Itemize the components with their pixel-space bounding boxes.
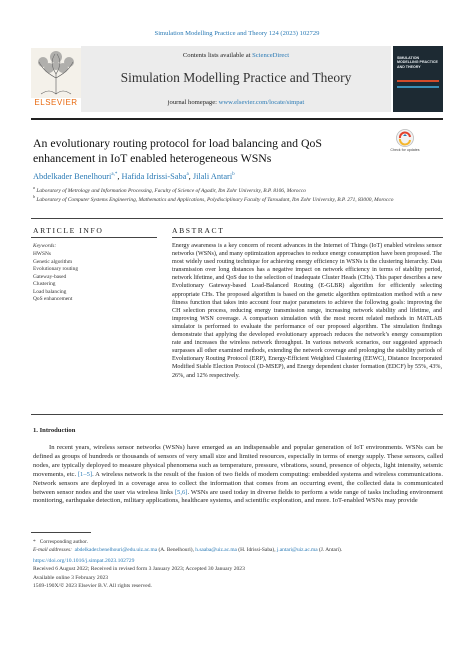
journal-cover-thumbnail[interactable] <box>393 46 443 112</box>
author-marks: a,* <box>111 172 118 178</box>
keyword-item: Load balancing <box>33 288 67 295</box>
corresponding-note <box>33 538 443 554</box>
affiliation-mark: b <box>33 194 35 199</box>
affiliation-text: Laboratory of Computer Systems Engineering, Mathematics and Applications, Polydisciplinary Faculty of Taroudant, Ibn Zohr University, B.P. 271, 83000, Morocco <box>36 196 394 203</box>
received-dates: Received 6 August 2022; Received in revised form 3 January 2023; Accepted 30 January 2023 <box>33 566 245 573</box>
intro-text-segment: . WSNs are used today in diverse fields to perform a wide range of tasks including environment monitoring, earthquake detection, military applications, healthcare systems, and scientific exploration, and more. IoT-enabled WSNs may provide <box>33 488 443 505</box>
asterisk-mark: * <box>33 539 40 545</box>
journal-header-box <box>81 46 391 112</box>
abstract-rule <box>172 237 443 238</box>
contents-prefix: Contents lists available at <box>182 52 253 59</box>
keyword-item: Evolutionary routing <box>33 266 79 272</box>
elsevier-logo[interactable] <box>31 48 81 110</box>
sciencedirect-link[interactable]: ScienceDirect <box>252 52 290 59</box>
keywords-label: Keywords: <box>33 243 57 249</box>
email-owner: (J. Antari). <box>317 547 343 553</box>
affiliation <box>33 193 403 204</box>
keyword-item: Genetic algorithm <box>33 258 73 265</box>
corresponding-label: Corresponding author. <box>39 539 88 545</box>
author-separator: , <box>117 172 122 181</box>
citation-link[interactable]: [1–5] <box>77 470 93 478</box>
section-divider <box>31 218 443 219</box>
introduction-paragraph <box>33 444 443 506</box>
keyword-item: Gateway-based <box>33 273 67 280</box>
check-updates-icon <box>392 128 418 148</box>
footnote-rule <box>31 532 91 533</box>
publication-details <box>33 557 443 591</box>
cover-stripe <box>397 80 439 82</box>
email-link[interactable]: h.saaba@uiz.ac.ma <box>195 547 237 553</box>
header-divider <box>31 118 443 120</box>
keyword-item: HWSNs <box>33 251 51 257</box>
journal-homepage-line <box>81 99 391 106</box>
available-online: Available online 3 February 2023 <box>33 574 109 581</box>
contents-available-line <box>81 52 391 59</box>
author-marks: a <box>186 172 189 178</box>
author-name[interactable]: Hafida Idrissi-Saba <box>121 172 187 181</box>
email-link[interactable]: abdelkader.benelhouri@edu.uiz.ac.ma <box>74 547 158 553</box>
journal-homepage-link[interactable]: www.elsevier.com/locate/simpat <box>218 99 305 106</box>
check-updates-label: Check for updates <box>390 148 420 152</box>
intro-text-segment: In recent years, wireless sensor networks (WSNs) have emerged as an indispensable and popular generation of IoT environments. WSNs can be defined as groups of hundreds or thousands of sensors of very small size and limited resources, especially in terms of energy supply. These sensors, called nodes, are typically deployed to measure physical phenomena such as temperature, pressure, vibrations, sound, presence of objects, light intensity, seismic movements, etc. <box>33 444 443 478</box>
author-name[interactable]: Jilali Antari <box>192 172 233 181</box>
intro-text-segment: . A wireless network is the result of the fusion of two fields of modern computing: embedded systems and wireless communications. Network sensors are deployed in a coverage area to collect the information that comes from an occurring event, the collected data is communicated between sensor nodes and the user via wireless links <box>33 470 443 496</box>
author-separator: , <box>188 172 193 181</box>
article-info-heading: ARTICLE INFO <box>33 226 104 235</box>
article-info-rule <box>31 237 157 238</box>
email-link[interactable]: j.antari@uiz.ac.ma <box>276 547 318 553</box>
email-owner: (A. Benelhouri), <box>157 547 196 553</box>
elsevier-tree-icon <box>31 48 81 98</box>
email-owner: (H. Idrissi-Saba), <box>236 547 277 553</box>
keywords-list <box>33 251 78 304</box>
citation-link[interactable]: [5,6] <box>174 488 188 496</box>
introduction-heading: 1. Introduction <box>33 427 76 434</box>
email-label: E-mail addresses: <box>33 547 72 553</box>
journal-name: Simulation Modelling Practice and Theory <box>120 70 352 85</box>
abstract-end-divider <box>31 414 443 415</box>
publisher-name: ELSEVIER <box>34 98 78 107</box>
homepage-prefix: journal homepage: <box>167 99 219 106</box>
author-name[interactable]: Abdelkader Benelhouri <box>33 172 112 181</box>
journal-reference[interactable]: Simulation Modelling Practice and Theory 124 (2023) 102729 <box>154 30 320 37</box>
cover-title: SIMULATION MODELLING PRACTICE AND THEORY <box>397 56 438 69</box>
article-title: An evolutionary routing protocol for load balancing and QoS enhancement in IoT enabled heterogeneous WSNs <box>33 136 322 165</box>
check-for-updates-badge[interactable] <box>392 128 418 158</box>
copyright-line: 1569-190X/© 2023 Elsevier B.V. All rights reserved. <box>33 583 152 590</box>
author-list <box>33 172 433 181</box>
abstract-body: Energy awareness is a key concern of recent advances in the Internet of Things (IoT) enabled wireless sensor networks (WSNs), and many optimization approaches to reduce energy consumption have been proposed. The most widely used routing technique for achieving energy efficiency in WSNs is the clustering hierarchy. Data transmission over long distances has a negative impact on network efficiency in terms of stability period, network lifetime, and QoS due to the selection of inadequate Cluster Heads (CHs). This paper describes a new Evolutionary Gateway-based Load-Balanced Routing (E-GLBR) algorithm for efficiently selecting appropriate CHs. The proposed algorithm is based on the genetic algorithm optimization method with a new fitness function that takes into account four major parameters to achieve the following goals: improving the CH selection process, reducing energy transmission range, increasing network stability and lifetime, and improving WSN coverage. A comparison simulation with the most recent related methods in MATLAB simulator is performed to evaluate the performance of our proposed algorithm. The simulation findings demonstrate that applying the developed evolutionary approach reduces the network’s energy consumption rate and increases the wireless network throughput. In various network scenarios, our suggested approach surpasses all other examined methods, extending the network coverage and prolonging the stability periods of Evolutionary Routing Protocol (ERP), Energy-Efficient Weighted Clustering (EEWC), Distance Incorporated Modified Stable Election Protocol (D-MSEP), and Energy dependent cluster formation (EDCF) by 55%, 43%, 26%, and 12% respectively. <box>172 243 442 379</box>
keyword-item: Clustering <box>33 281 56 287</box>
author-marks: b <box>232 172 235 178</box>
affiliation-mark: a <box>33 185 35 190</box>
cover-stripe <box>397 86 439 88</box>
abstract-heading: ABSTRACT <box>172 226 225 235</box>
doi-link[interactable]: https://doi.org/10.1016/j.simpat.2023.102729 <box>33 558 135 564</box>
affiliation-text: Laboratory of Metrology and Information Processing, Faculty of Science of Agadir, Ibn Zohr University, B.P. 8106, Morocco <box>36 187 306 194</box>
journal-banner <box>31 46 443 112</box>
keyword-item: QoS enhancement <box>33 296 73 302</box>
